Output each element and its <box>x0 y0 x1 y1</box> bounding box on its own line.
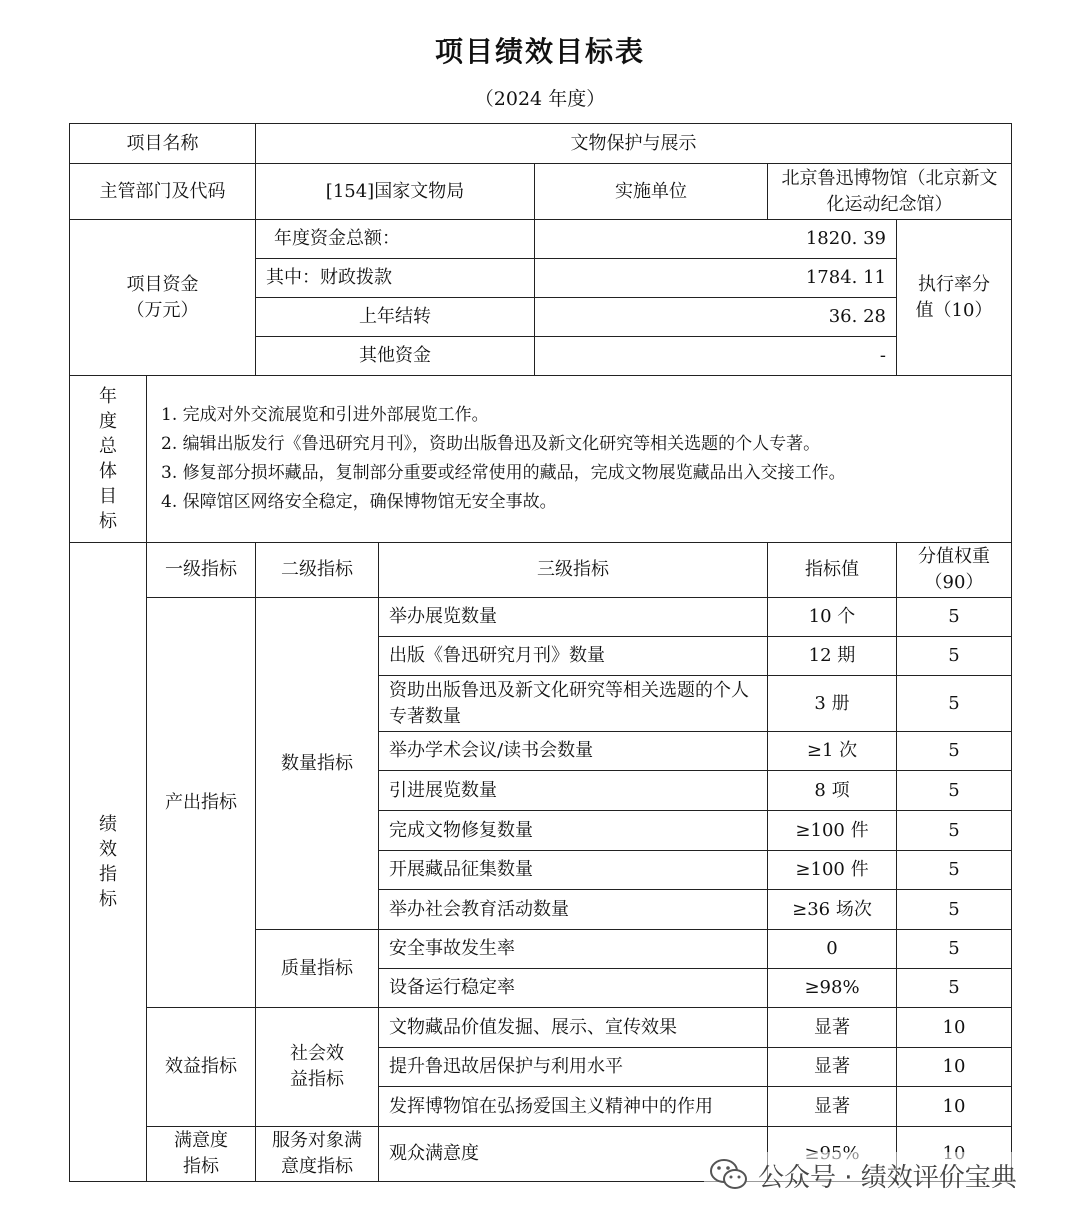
indicator-name: 举办社会教育活动数量 <box>379 890 768 930</box>
indicator-value: ≥98% <box>768 969 897 1008</box>
indicator-name: 出版《鲁迅研究月刊》数量 <box>379 637 768 676</box>
indicator-value: ≥100 件 <box>768 851 897 890</box>
indicator-weight: 5 <box>897 732 1012 771</box>
indicator-value: ≥100 件 <box>768 811 897 851</box>
goal-item: 4. 保障馆区网络安全稳定，确保博物馆无安全事故。 <box>161 492 557 512</box>
indicator-value: 显著 <box>768 1087 897 1127</box>
annual-goals-content <box>147 376 1012 543</box>
indicator-weight: 5 <box>897 676 1012 732</box>
indicator-weight: 5 <box>897 930 1012 969</box>
performance-target-table <box>69 123 1012 1182</box>
funds-fiscal-label: 其中：财政拨款 <box>256 259 535 298</box>
indicator-value: 10 个 <box>768 598 897 637</box>
header-level1: 一级指标 <box>147 543 256 598</box>
indicator-value: 3 册 <box>768 676 897 732</box>
indicator-value: ≥1 次 <box>768 732 897 771</box>
indicator-weight: 10 <box>897 1008 1012 1048</box>
quantity-indicator-label: 数量指标 <box>256 598 379 930</box>
wechat-icon <box>710 1158 748 1192</box>
indicator-name: 安全事故发生率 <box>379 930 768 969</box>
goal-item: 2. 编辑出版发行《鲁迅研究月刊》，资助出版鲁迅及新文化研究等相关选题的个人专著。 <box>161 434 821 454</box>
execution-rate-label: 执行率分值（10） <box>897 220 1012 376</box>
unit-value: 北京鲁迅博物馆（北京新文化运动纪念馆） <box>768 164 1012 220</box>
indicator-name: 举办展览数量 <box>379 598 768 637</box>
indicator-value: 8 项 <box>768 771 897 811</box>
satisfaction-indicator-label: 满意度指标 <box>147 1127 256 1182</box>
indicator-name: 完成文物修复数量 <box>379 811 768 851</box>
output-indicator-label: 产出指标 <box>147 598 256 1008</box>
indicator-name: 开展藏品征集数量 <box>379 851 768 890</box>
annual-goals-label: 年度总体目标 <box>70 376 147 543</box>
indicator-weight: 5 <box>897 598 1012 637</box>
indicator-weight: 5 <box>897 969 1012 1008</box>
header-weight: 分值权重（90） <box>897 543 1012 598</box>
indicator-value: 显著 <box>768 1008 897 1048</box>
indicator-value: 0 <box>768 930 897 969</box>
indicator-name: 设备运行稳定率 <box>379 969 768 1008</box>
service-satisfaction-label: 服务对象满意度指标 <box>256 1127 379 1182</box>
indicators-label: 绩效指标 <box>70 543 147 1182</box>
header-level3: 三级指标 <box>379 543 768 598</box>
indicator-name: 观众满意度 <box>379 1127 768 1182</box>
watermark-text: 公众号 · 绩效评价宝典 <box>758 1162 1017 1193</box>
indicator-weight: 10 <box>897 1048 1012 1087</box>
indicator-name: 举办学术会议/读书会数量 <box>379 732 768 771</box>
indicator-value: 12 期 <box>768 637 897 676</box>
goal-item: 1. 完成对外交流展览和引进外部展览工作。 <box>161 405 489 425</box>
indicator-weight: 5 <box>897 851 1012 890</box>
indicator-weight: 5 <box>897 771 1012 811</box>
indicator-weight: 10 <box>897 1087 1012 1127</box>
funds-total-label: 年度资金总额： <box>256 220 535 259</box>
funds-carryover-label: 上年结转 <box>256 298 535 337</box>
page-title: 项目绩效目标表 <box>434 35 645 68</box>
indicator-name: 发挥博物馆在弘扬爱国主义精神中的作用 <box>379 1087 768 1127</box>
quality-indicator-label: 质量指标 <box>256 930 379 1008</box>
dept-value: [154]国家文物局 <box>256 164 535 220</box>
indicator-name: 提升鲁迅故居保护与利用水平 <box>379 1048 768 1087</box>
indicator-name: 资助出版鲁迅及新文化研究等相关选题的个人专著数量 <box>379 676 768 732</box>
page-subtitle: （2024 年度） <box>474 88 606 110</box>
indicator-value: 显著 <box>768 1048 897 1087</box>
indicator-weight: 5 <box>897 890 1012 930</box>
social-benefit-label: 社会效益指标 <box>256 1008 379 1127</box>
indicator-value: ≥36 场次 <box>768 890 897 930</box>
header-level2: 二级指标 <box>256 543 379 598</box>
wechat-watermark <box>704 1152 1023 1198</box>
goal-item: 3. 修复部分损坏藏品，复制部分重要或经常使用的藏品，完成文物展览藏品出入交接工作。 <box>161 463 846 483</box>
funds-other-value: - <box>535 337 897 376</box>
project-name-value: 文物保护与展示 <box>256 124 1012 164</box>
funds-other-label: 其他资金 <box>256 337 535 376</box>
indicator-weight: 5 <box>897 637 1012 676</box>
header-value: 指标值 <box>768 543 897 598</box>
unit-label: 实施单位 <box>535 164 768 220</box>
funds-label: 项目资金（万元） <box>70 220 256 376</box>
funds-total-value: 1820. 39 <box>535 220 897 259</box>
indicator-weight: 5 <box>897 811 1012 851</box>
project-name-label: 项目名称 <box>70 124 256 164</box>
indicator-name: 引进展览数量 <box>379 771 768 811</box>
dept-label: 主管部门及代码 <box>70 164 256 220</box>
indicator-name: 文物藏品价值发掘、展示、宣传效果 <box>379 1008 768 1048</box>
funds-fiscal-value: 1784. 11 <box>535 259 897 298</box>
funds-carryover-value: 36. 28 <box>535 298 897 337</box>
benefit-indicator-label: 效益指标 <box>147 1008 256 1127</box>
